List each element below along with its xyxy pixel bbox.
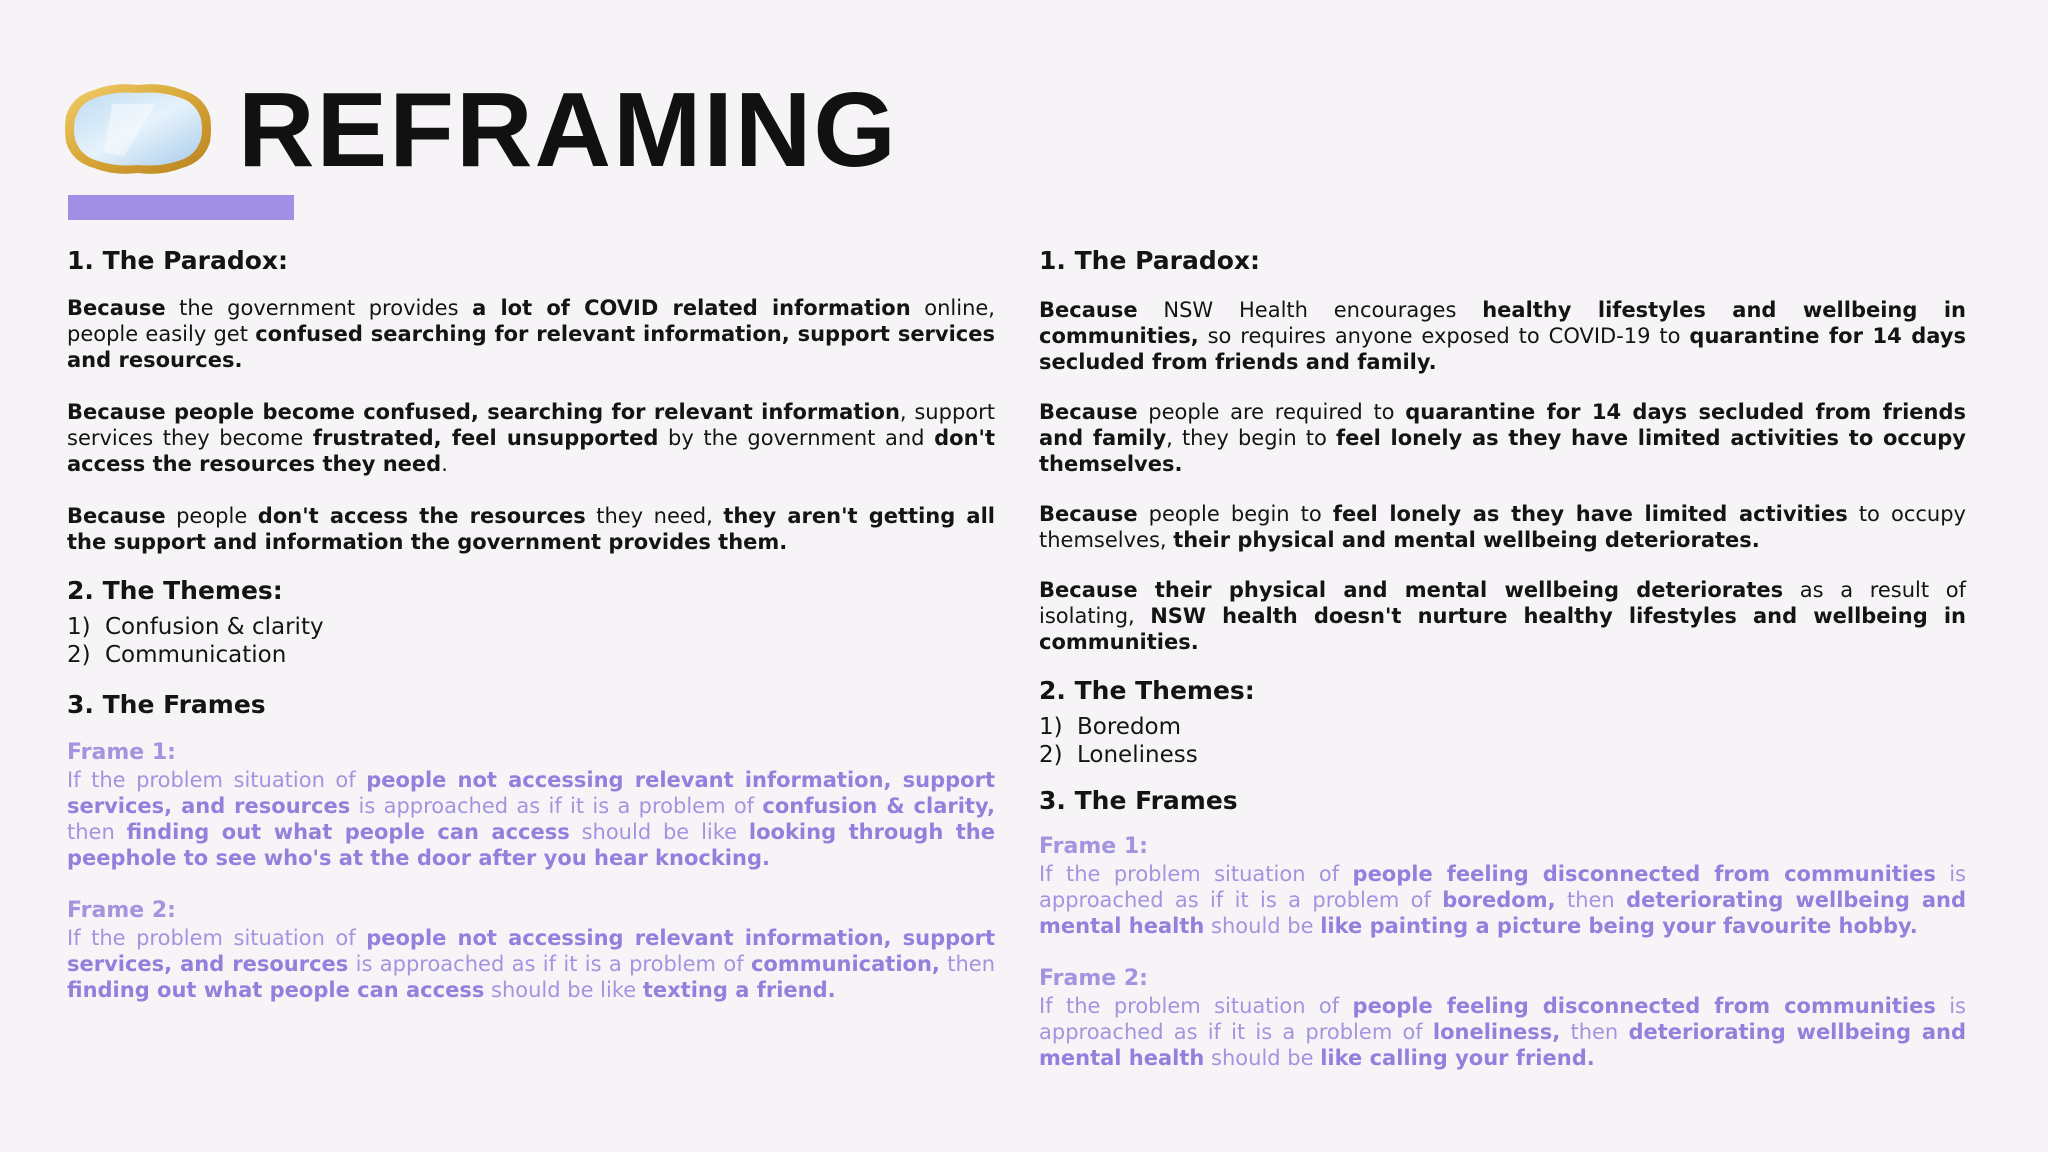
- themes-list: [1039, 713, 1966, 769]
- list-number: 1): [1039, 714, 1063, 740]
- list-item: [1039, 713, 1966, 741]
- text: If the problem situation of: [67, 926, 367, 950]
- themes-heading: 2. The Themes:: [1039, 676, 1255, 705]
- text: NSW Health encourages: [1137, 298, 1483, 322]
- list-number: 2): [67, 642, 91, 668]
- paradox-paragraph: [1039, 501, 1966, 553]
- text: should be: [1204, 914, 1321, 938]
- bold-text: people not accessing relevant information, support services, and resources: [67, 926, 995, 976]
- text: then: [67, 820, 127, 844]
- theme-label: Communication: [105, 642, 287, 668]
- mirror-icon: [64, 82, 212, 176]
- paradox-heading: 1. The Paradox:: [1039, 246, 1261, 275]
- page-title: REFRAMING: [238, 71, 898, 189]
- bold-text: quarantine for 14 days secluded from friends and family: [1039, 400, 1966, 450]
- bold-text: people feeling disconnected from communities: [1352, 994, 1936, 1018]
- text: , they begin to: [1166, 426, 1336, 450]
- bold-text: like calling your friend.: [1320, 1046, 1595, 1070]
- paradox-paragraph: [1039, 399, 1966, 477]
- text: is approached as if it is a problem of: [1039, 994, 1966, 1044]
- paradox-paragraph: [67, 503, 995, 555]
- frames-heading: 3. The Frames: [1039, 786, 1238, 815]
- paradox-paragraph: [1039, 297, 1966, 375]
- right-column: [1039, 245, 1966, 1071]
- text: If the problem situation of: [1039, 994, 1353, 1018]
- paradox-paragraph: [67, 295, 995, 373]
- list-number: 2): [1039, 742, 1063, 768]
- bold-text: communication,: [750, 952, 940, 976]
- bold-text: Because: [1039, 298, 1138, 322]
- paradox-paragraph: [67, 399, 995, 477]
- bold-text: confusion & clarity,: [762, 794, 996, 818]
- frame-text: [1039, 861, 1966, 939]
- bold-text: Because: [1039, 400, 1138, 424]
- bold-text: a lot of COVID related information: [472, 296, 911, 320]
- bold-text: like painting a picture being your favourite hobby.: [1320, 914, 1918, 938]
- text: people are required to: [1137, 400, 1406, 424]
- text: is approached as if it is a problem of: [1039, 862, 1966, 912]
- text: should be like: [484, 978, 643, 1002]
- bold-text: feel lonely as they have limited activities to occupy themselves.: [1039, 426, 1966, 476]
- frame-title: Frame 1:: [67, 740, 176, 765]
- text: by the government and: [658, 426, 935, 450]
- text: they need,: [585, 504, 724, 528]
- text: people: [165, 504, 258, 528]
- bold-text: deteriorating wellbeing and mental health: [1039, 1020, 1967, 1070]
- theme-label: Boredom: [1077, 714, 1182, 740]
- bold-text: people feeling disconnected from communities: [1352, 862, 1936, 886]
- bold-text: texting a friend.: [642, 978, 836, 1002]
- text: then: [1555, 888, 1627, 912]
- bold-text: feel lonely as they have limited activities: [1332, 502, 1848, 526]
- text: , support services they become: [67, 400, 995, 450]
- text: to occupy themselves,: [1039, 502, 1966, 552]
- left-column: [67, 245, 995, 1003]
- bold-text: quarantine for 14 days secluded from friends and family.: [1039, 324, 1966, 374]
- bold-text: Because: [1039, 502, 1138, 526]
- bold-text: finding out what people can access: [126, 820, 570, 844]
- list-item: [1039, 741, 1966, 769]
- bold-text: frustrated, feel unsupported: [312, 426, 659, 450]
- bold-text: NSW health doesn't nurture healthy lifestyles and wellbeing in communities.: [1039, 604, 1966, 654]
- frame-title: Frame 2:: [1039, 966, 1148, 991]
- frame-text: [67, 925, 995, 1003]
- bold-text: confused searching for relevant information, support services and resources.: [67, 322, 995, 372]
- text: If the problem situation of: [67, 768, 367, 792]
- frame-text: [67, 767, 995, 871]
- accent-bar: [68, 195, 294, 220]
- paradox-heading: 1. The Paradox:: [67, 246, 289, 275]
- text: is approached as if it is a problem of: [350, 794, 763, 818]
- bold-text: boredom,: [1442, 888, 1556, 912]
- themes-list: [67, 613, 995, 669]
- list-number: 1): [67, 614, 91, 640]
- bold-text: deteriorating wellbeing and mental health: [1039, 888, 1967, 938]
- bold-text: finding out what people can access: [67, 978, 485, 1002]
- list-item: [67, 641, 995, 669]
- text: is approached as if it is a problem of: [348, 952, 751, 976]
- bold-text: looking through the peephole to see who's at the door after you hear knocking.: [67, 820, 995, 870]
- frame-text: [1039, 993, 1966, 1071]
- bold-text: their physical and mental wellbeing deteriorates.: [1173, 528, 1760, 552]
- text: so requires anyone exposed to COVID-19 to: [1198, 324, 1690, 348]
- text: should be like: [569, 820, 749, 844]
- text: then: [939, 952, 996, 976]
- text: .: [441, 452, 448, 476]
- bold-text: don't access the resources they need: [67, 426, 995, 476]
- theme-label: Confusion & clarity: [105, 614, 324, 640]
- paradox-paragraph: [1039, 577, 1966, 655]
- themes-heading: 2. The Themes:: [67, 576, 283, 605]
- text: online, people easily get: [67, 296, 995, 346]
- bold-text: Because their physical and mental wellbeing deteriorates: [1039, 578, 1784, 602]
- frames-heading: 3. The Frames: [67, 690, 266, 719]
- bold-text: Because: [67, 296, 166, 320]
- theme-label: Loneliness: [1077, 742, 1198, 768]
- list-item: [67, 613, 995, 641]
- bold-text: don't access the resources: [257, 504, 586, 528]
- text: should be: [1204, 1046, 1321, 1070]
- text: If the problem situation of: [1039, 862, 1353, 886]
- text: as a result of isolating,: [1039, 578, 1966, 628]
- frame-title: Frame 1:: [1039, 834, 1148, 859]
- bold-text: Because people become confused, searching for relevant information: [67, 400, 900, 424]
- text: then: [1560, 1020, 1629, 1044]
- bold-text: they aren't getting all the support and information the government provides them.: [67, 504, 995, 554]
- frame-title: Frame 2:: [67, 898, 176, 923]
- bold-text: people not accessing relevant information, support services, and resources: [67, 768, 995, 818]
- text: the government provides: [165, 296, 473, 320]
- header: [64, 70, 1064, 210]
- bold-text: healthy lifestyles and wellbeing in communities,: [1039, 298, 1966, 348]
- bold-text: Because: [67, 504, 166, 528]
- bold-text: loneliness,: [1432, 1020, 1561, 1044]
- text: people begin to: [1137, 502, 1333, 526]
